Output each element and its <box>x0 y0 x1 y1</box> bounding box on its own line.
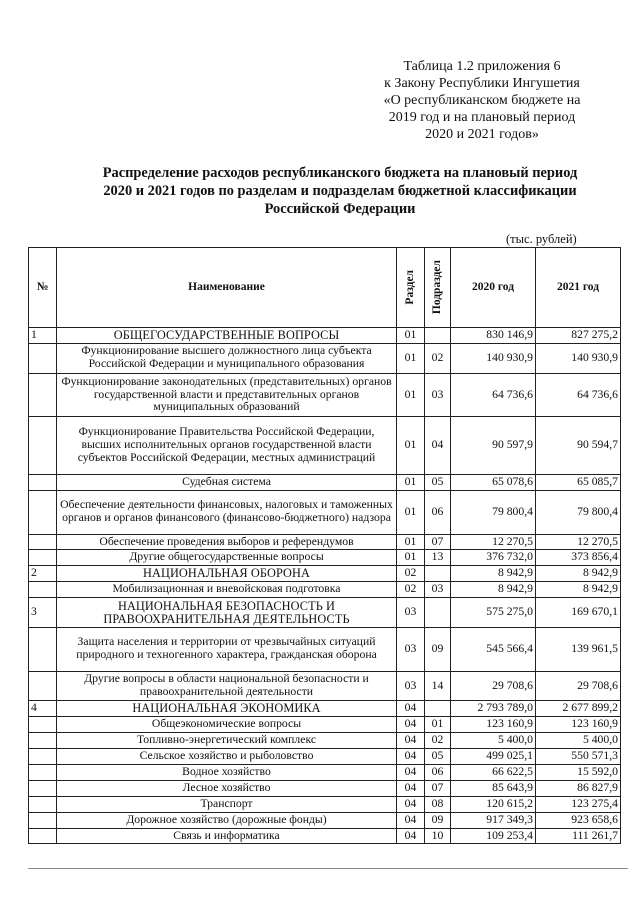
row-number <box>29 343 57 373</box>
row-section-code: 03 <box>397 598 425 628</box>
row-name: ОБЩЕГОСУДАРСТВЕННЫЕ ВОПРОСЫ <box>57 328 397 344</box>
row-value-2020: 8 942,9 <box>451 566 536 582</box>
row-subsection-code: 07 <box>425 534 451 550</box>
row-value-2021: 8 942,9 <box>536 582 621 598</box>
table-row <box>29 582 621 598</box>
row-value-2020: 123 160,9 <box>451 717 536 733</box>
table-row <box>29 749 621 765</box>
row-name: Судебная система <box>57 474 397 490</box>
row-value-2020: 12 270,5 <box>451 534 536 550</box>
row-section-code: 04 <box>397 780 425 796</box>
row-value-2020: 109 253,4 <box>451 828 536 844</box>
row-name: Водное хозяйство <box>57 764 397 780</box>
row-name: Транспорт <box>57 796 397 812</box>
row-number: 4 <box>29 701 57 717</box>
row-value-2020: 79 800,4 <box>451 490 536 534</box>
table-row <box>29 373 621 417</box>
row-subsection-code: 02 <box>425 733 451 749</box>
row-number <box>29 373 57 417</box>
row-name: Защита населения и территории от чрезвычайных ситуаций природного и техногенного характера, гражданская оборона <box>57 627 397 671</box>
row-section-code: 04 <box>397 796 425 812</box>
section-row <box>29 701 621 717</box>
row-name: Мобилизационная и вневойсковая подготовка <box>57 582 397 598</box>
row-section-code: 03 <box>397 671 425 701</box>
table-row <box>29 812 621 828</box>
row-section-code: 01 <box>397 474 425 490</box>
row-section-code: 04 <box>397 733 425 749</box>
row-subsection-code <box>425 566 451 582</box>
row-number: 1 <box>29 328 57 344</box>
header-subsection <box>425 248 451 328</box>
table-row <box>29 828 621 844</box>
row-value-2020: 917 349,3 <box>451 812 536 828</box>
row-subsection-code: 14 <box>425 671 451 701</box>
row-value-2021: 64 736,6 <box>536 373 621 417</box>
row-number <box>29 490 57 534</box>
table-row <box>29 417 621 475</box>
row-number: 3 <box>29 598 57 628</box>
row-name: Связь и информатика <box>57 828 397 844</box>
header-subsection-label: Подраздел <box>431 260 443 315</box>
title-line: Распределение расходов республиканского бюджета на плановый период <box>102 165 578 181</box>
header-2020: 2020 год <box>451 248 536 328</box>
row-number <box>29 627 57 671</box>
appendix-line: 2020 и 2021 годов» <box>425 127 539 142</box>
section-row <box>29 328 621 344</box>
row-subsection-code: 09 <box>425 627 451 671</box>
header-section <box>397 248 425 328</box>
header-section-label: Раздел <box>404 270 416 305</box>
row-name: НАЦИОНАЛЬНАЯ ОБОРОНА <box>57 566 397 582</box>
row-name: Лесное хозяйство <box>57 780 397 796</box>
table-row <box>29 764 621 780</box>
row-value-2020: 90 597,9 <box>451 417 536 475</box>
bottom-rule <box>28 868 628 869</box>
row-subsection-code: 13 <box>425 550 451 566</box>
units-label: (тыс. рублей) <box>506 232 577 246</box>
row-subsection-code: 01 <box>425 717 451 733</box>
row-value-2021: 12 270,5 <box>536 534 621 550</box>
table-row <box>29 780 621 796</box>
row-value-2020: 64 736,6 <box>451 373 536 417</box>
row-name: Обеспечение проведения выборов и референдумов <box>57 534 397 550</box>
header-num: № <box>29 248 57 328</box>
row-value-2021: 29 708,6 <box>536 671 621 701</box>
row-value-2020: 545 566,4 <box>451 627 536 671</box>
row-name: НАЦИОНАЛЬНАЯ ЭКОНОМИКА <box>57 701 397 717</box>
row-value-2021: 923 658,6 <box>536 812 621 828</box>
row-subsection-code: 03 <box>425 373 451 417</box>
row-value-2021: 86 827,9 <box>536 780 621 796</box>
row-subsection-code: 09 <box>425 812 451 828</box>
row-value-2020: 65 078,6 <box>451 474 536 490</box>
row-number <box>29 671 57 701</box>
table-row <box>29 490 621 534</box>
row-section-code: 01 <box>397 343 425 373</box>
header-name: Наименование <box>57 248 397 328</box>
row-value-2020: 499 025,1 <box>451 749 536 765</box>
row-number: 2 <box>29 566 57 582</box>
row-number <box>29 717 57 733</box>
row-subsection-code: 02 <box>425 343 451 373</box>
row-section-code: 04 <box>397 828 425 844</box>
title-line: Российской Федерации <box>264 201 416 217</box>
row-value-2020: 85 643,9 <box>451 780 536 796</box>
row-number <box>29 812 57 828</box>
row-subsection-code: 06 <box>425 490 451 534</box>
row-value-2021: 5 400,0 <box>536 733 621 749</box>
row-subsection-code: 08 <box>425 796 451 812</box>
row-subsection-code <box>425 328 451 344</box>
table-header-row <box>29 248 621 328</box>
row-number <box>29 749 57 765</box>
row-name: Функционирование Правительства Российской Федерации, высших исполнительных органов государственной власти субъектов Российской Федерации, местных администраций <box>57 417 397 475</box>
row-value-2020: 120 615,2 <box>451 796 536 812</box>
row-name: Другие вопросы в области национальной безопасности и правоохранительной деятельности <box>57 671 397 701</box>
row-subsection-code: 06 <box>425 764 451 780</box>
row-number <box>29 474 57 490</box>
row-number <box>29 764 57 780</box>
row-name: Дорожное хозяйство (дорожные фонды) <box>57 812 397 828</box>
row-name: Топливно-энергетический комплекс <box>57 733 397 749</box>
table-row <box>29 550 621 566</box>
row-subsection-code <box>425 598 451 628</box>
row-value-2021: 65 085,7 <box>536 474 621 490</box>
row-section-code: 01 <box>397 550 425 566</box>
row-number <box>29 780 57 796</box>
table-row <box>29 671 621 701</box>
row-value-2021: 111 261,7 <box>536 828 621 844</box>
row-value-2020: 2 793 789,0 <box>451 701 536 717</box>
row-number <box>29 828 57 844</box>
row-value-2020: 29 708,6 <box>451 671 536 701</box>
row-number <box>29 582 57 598</box>
budget-table <box>28 247 621 844</box>
row-section-code: 03 <box>397 627 425 671</box>
table-row <box>29 717 621 733</box>
table-row <box>29 474 621 490</box>
row-subsection-code: 03 <box>425 582 451 598</box>
table-row <box>29 796 621 812</box>
row-name: Функционирование законодательных (представительных) органов государственной власти и представительных органов муниципальных образований <box>57 373 397 417</box>
section-row <box>29 598 621 628</box>
row-value-2020: 830 146,9 <box>451 328 536 344</box>
row-name: Функционирование высшего должностного лица субъекта Российской Федерации и муниципального образования <box>57 343 397 373</box>
row-section-code: 01 <box>397 534 425 550</box>
appendix-line: «О республиканском бюджете на <box>383 93 581 108</box>
row-section-code: 04 <box>397 701 425 717</box>
header-2021: 2021 год <box>536 248 621 328</box>
table-row <box>29 343 621 373</box>
row-name: Обеспечение деятельности финансовых, налоговых и таможенных органов и органов финансового (финансово-бюджетного) надзора <box>57 490 397 534</box>
table-row <box>29 733 621 749</box>
row-value-2021: 123 275,4 <box>536 796 621 812</box>
row-value-2020: 8 942,9 <box>451 582 536 598</box>
title-line: 2020 и 2021 годов по разделам и подразделам бюджетной классификации <box>103 183 577 199</box>
section-row <box>29 566 621 582</box>
row-name: Сельское хозяйство и рыболовство <box>57 749 397 765</box>
row-value-2020: 376 732,0 <box>451 550 536 566</box>
row-value-2021: 169 670,1 <box>536 598 621 628</box>
row-name: Общеэкономические вопросы <box>57 717 397 733</box>
row-value-2021: 8 942,9 <box>536 566 621 582</box>
row-number <box>29 796 57 812</box>
row-name: Другие общегосударственные вопросы <box>57 550 397 566</box>
row-section-code: 02 <box>397 566 425 582</box>
row-number <box>29 550 57 566</box>
document-title <box>60 164 620 218</box>
row-value-2020: 575 275,0 <box>451 598 536 628</box>
table-body <box>29 328 621 844</box>
row-value-2021: 123 160,9 <box>536 717 621 733</box>
row-value-2021: 140 930,9 <box>536 343 621 373</box>
appendix-line: Таблица 1.2 приложения 6 <box>403 59 561 74</box>
row-value-2021: 139 961,5 <box>536 627 621 671</box>
row-section-code: 01 <box>397 328 425 344</box>
row-section-code: 04 <box>397 812 425 828</box>
row-value-2021: 15 592,0 <box>536 764 621 780</box>
row-name: НАЦИОНАЛЬНАЯ БЕЗОПАСНОСТЬ И ПРАВООХРАНИТЕЛЬНАЯ ДЕЯТЕЛЬНОСТЬ <box>57 598 397 628</box>
row-number <box>29 417 57 475</box>
appendix-line: 2019 год и на плановый период <box>388 110 576 125</box>
row-subsection-code: 07 <box>425 780 451 796</box>
row-section-code: 04 <box>397 764 425 780</box>
row-section-code: 04 <box>397 749 425 765</box>
appendix-line: к Закону Республики Ингушетия <box>384 76 580 91</box>
row-value-2020: 66 622,5 <box>451 764 536 780</box>
row-value-2020: 5 400,0 <box>451 733 536 749</box>
table-row <box>29 627 621 671</box>
row-value-2021: 373 856,4 <box>536 550 621 566</box>
row-value-2021: 550 571,3 <box>536 749 621 765</box>
row-number <box>29 733 57 749</box>
row-value-2021: 79 800,4 <box>536 490 621 534</box>
row-subsection-code: 05 <box>425 474 451 490</box>
row-subsection-code: 05 <box>425 749 451 765</box>
table-row <box>29 534 621 550</box>
row-value-2021: 90 594,7 <box>536 417 621 475</box>
row-section-code: 04 <box>397 717 425 733</box>
row-section-code: 01 <box>397 490 425 534</box>
row-subsection-code <box>425 701 451 717</box>
row-section-code: 01 <box>397 373 425 417</box>
row-subsection-code: 04 <box>425 417 451 475</box>
row-subsection-code: 10 <box>425 828 451 844</box>
row-value-2021: 827 275,2 <box>536 328 621 344</box>
row-value-2020: 140 930,9 <box>451 343 536 373</box>
appendix-note <box>360 58 604 143</box>
row-section-code: 02 <box>397 582 425 598</box>
row-value-2021: 2 677 899,2 <box>536 701 621 717</box>
row-number <box>29 534 57 550</box>
row-section-code: 01 <box>397 417 425 475</box>
